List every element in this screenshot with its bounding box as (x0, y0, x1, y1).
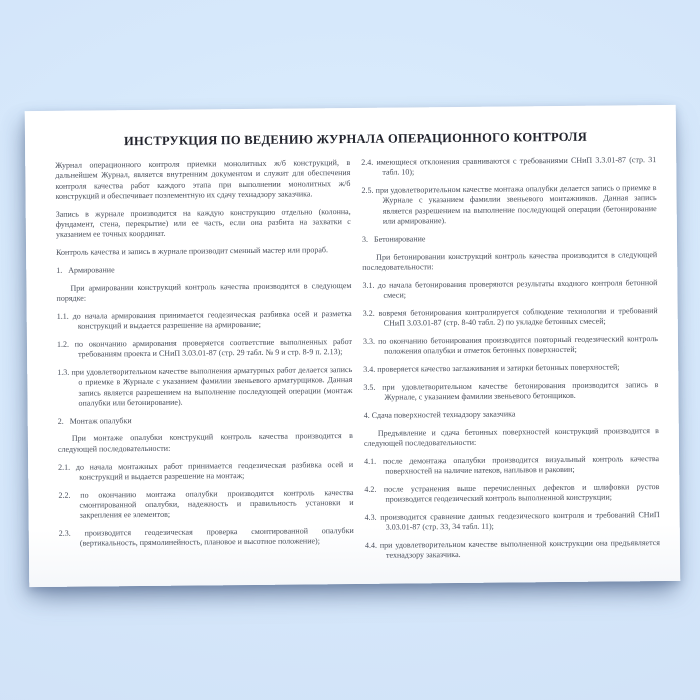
numbered-item-4-4: 4.4. при удовлетворительном качестве выполненной конструкции она предъявляется технадзору заказчика. (364, 538, 660, 561)
numbered-item-2-5: 2.5. при удовлетворительном качестве монтажа опалубки делается запись о приемке в Журнале с указанием фамилии звеньевого монтажников. Данная запись является разрешением на выполнение последующей операции (бетонирование или армирование). (361, 183, 657, 226)
section-heading-armirovanie: 1. Армирование (56, 265, 115, 275)
numbered-item-4-3: 4.3. производится сравнение данных геодезического контроля и требований СНиП 3.03.01-87 (стр. 33, 34 табл. 11); (364, 509, 660, 532)
paragraph-opalubka-intro: При монтаже опалубки конструкций контроль качества производится в следующей последовательности: (57, 431, 353, 454)
numbered-item-3-3: 3.3. по окончанию бетонирования производится повторный геодезический контроль положения опалубки и отметок бетонных поверхностей; (362, 333, 658, 356)
paragraph-betonirovanie-intro: При бетонировании конструкций контроль качества производится в следующей последовательности: (362, 249, 658, 272)
two-column-layout (55, 155, 660, 572)
section-heading-opalubka: 2. Монтаж опалубки (57, 415, 132, 426)
numbered-item-4-1: 4.1. после демонтажа опалубки производится визуальный контроль качества поверхностей на наличие натеков, наплывов и раковин; (364, 453, 660, 476)
paragraph-armirovanie-intro: При армировании конструкций контроль качества производится в следующем порядке: (56, 280, 352, 303)
paragraph-record-rules: Запись в журнале производится на каждую конструкцию отдельно (колонна, фундамент, стена, перекрытие) или ее часть, если она разбита на захватки с указанием ее точных координат. (55, 206, 351, 240)
paragraph-sdacha-intro: Предъявление и сдача бетонных поверхностей конструкций производится в следующей последовательности: (363, 425, 659, 448)
numbered-item-2-1: 2.1. до начала монтажных работ принимается геодезическая разбивка осей и конструкций и выдается разрешение на монтаж; (58, 459, 354, 482)
numbered-item-2-3: 2.3. производится геодезическая проверка смонтированной опалубки (вертикальность, прямолинейность, плановое и высотное положение); (58, 526, 354, 548)
numbered-item-1-2: 1.2. по окончанию армирования проверяется соответствие выполненных работ требованиям проекта и СНиП 3.03.01-87 (стр. 29 табл. № 9 и стр. 8-9 п. 2.13); (56, 336, 352, 359)
numbered-item-2-4: 2.4. имеющиеся отклонения сравниваются с требованиями СНиП 3.3.01-87 (стр. 31 табл. 10); (361, 155, 657, 178)
numbered-item-4-2: 4.2. после устранения выше перечисленных дефектов и шлифовки рустов производится геодезический контроль выполненной конструкции; (364, 481, 660, 504)
paragraph-intro-journal: Журнал операционного контроля приемки монолитных ж/б конструкций, в дальнейшем Журнал, является внутренним документом и служит для обеспечения контроля качества работ каждого этапа при выполнении монолитных ж/б конструкций и обеспечивает поэлементную их сдачу технадзору заказчика. (55, 158, 351, 201)
numbered-item-2-2: 2.2. по окончанию монтажа опалубки производится контроль качества смонтированной опалубки, надежность и правильность установки и закрепления ее элементов; (58, 487, 354, 520)
numbered-item-3-5: 3.5. при удовлетворительном качестве бетонирования производится запись в Журнале, с указанием фамилии звеньевого бетонщиков. (363, 379, 659, 402)
section-heading-betonirovanie: 3. Бетонирование (361, 234, 426, 244)
column-left (55, 158, 354, 572)
column-right (361, 155, 660, 569)
document-page (25, 105, 681, 587)
numbered-item-3-4: 3.4. проверяется качество заглаживания и затирки бетонных поверхностей; (363, 362, 620, 374)
paragraph-responsible: Контроль качества и запись в журнале производит сменный мастер или прораб. (56, 245, 328, 257)
document-title: ИНСТРУКЦИЯ ПО ВЕДЕНИЮ ЖУРНАЛА ОПЕРАЦИОННОГО КОНТРОЛЯ (123, 129, 588, 149)
section-heading-sdacha: 4. Сдача поверхностей технадзору заказчика (363, 409, 516, 420)
numbered-item-1-1: 1.1. до начала армирования принимается геодезическая разбивка осей и разметка конструкций и выдается разрешение на армирование; (56, 308, 352, 331)
numbered-item-3-2: 3.2. вовремя бетонирования контролируется соблюдение технологии и требований СНиП 3.03.01-87 (стр. 8-40 табл. 2) по укладке бетонных смесей; (362, 305, 658, 328)
numbered-item-1-3: 1.3. при удовлетворительном качестве выполнения арматурных работ делается запись о приемке в Журнале с указанием фамилии звеньевого арматурщиков. Данная запись является разрешением на выполнение последующей операции (монтаж опалубки или бетонирование). (57, 364, 353, 408)
numbered-item-3-1: 3.1. до начала бетонирования проверяются результаты входного контроля бетонной смеси; (362, 277, 658, 300)
